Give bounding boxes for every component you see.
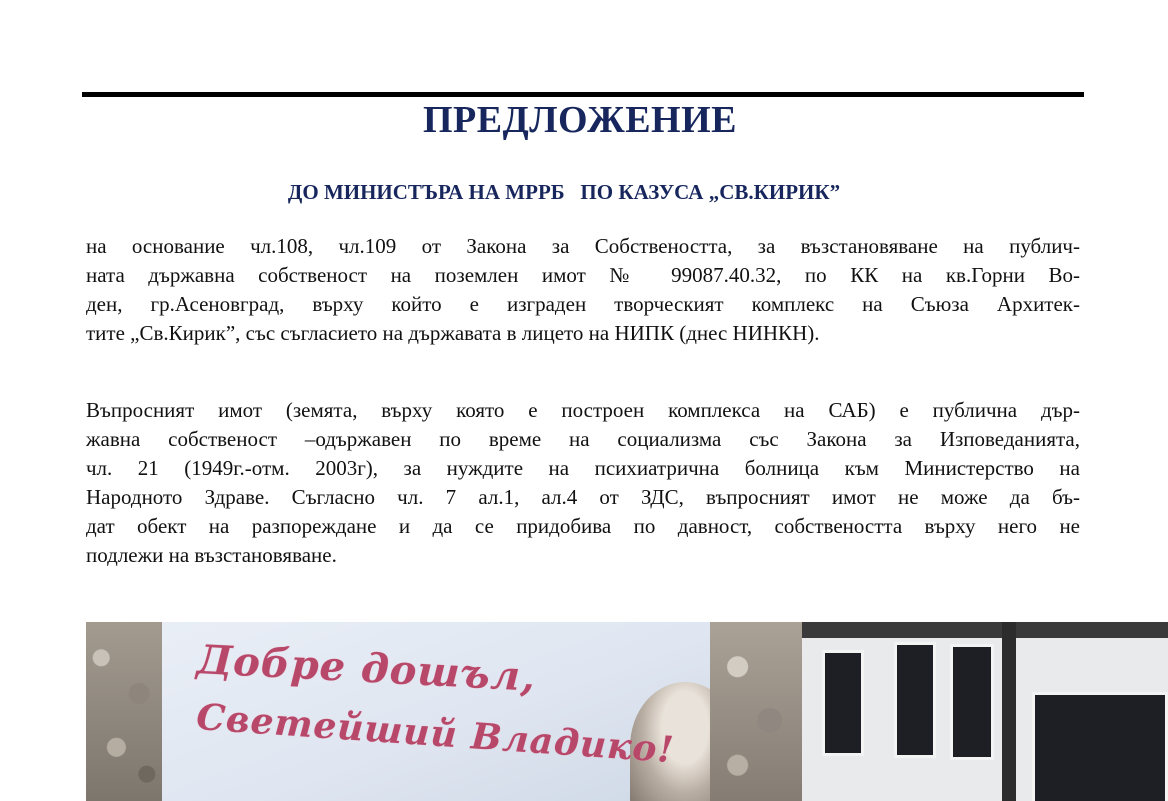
window (894, 642, 936, 758)
roof-eave (802, 622, 1168, 638)
house-facade (802, 622, 1168, 801)
paragraph-2 (86, 396, 1080, 570)
paragraph-line: на основание чл.108, чл.109 от Закона за Собствеността, за възстановяване на публич- (86, 234, 1080, 258)
paragraph-line: жавна собственост –одържавен по време на социализма със Закона за Изповеданията, (86, 427, 1080, 451)
paragraph-line: дат обект на разпореждане и да се придобива по давност, собствеността върху него не (86, 514, 1080, 538)
wooden-beam (1002, 622, 1016, 801)
paragraph-line: ната държавна собственост на поземлен имот № 99087.40.32, по КК на кв.Горни Во- (86, 263, 1080, 287)
window (950, 644, 994, 760)
document-subtitle: ДО МИНИСТЪРА НА МРРБ ПО КАЗУСА „СВ.КИРИК” (287, 180, 841, 204)
top-rule (82, 92, 1084, 97)
welcome-banner-photo (86, 622, 1168, 801)
paragraph-line: тите „Св.Кирик”, със съгласието на държавата в лицето на НИПК (днес НИНКН). (86, 321, 820, 345)
paragraph-1 (86, 232, 1080, 348)
document-title: ПРЕДЛОЖЕНИЕ (422, 99, 738, 141)
window (822, 650, 864, 756)
paragraph-line: подлежи на възстановяване. (86, 543, 337, 567)
stone-pillar (710, 622, 802, 801)
paragraph-line: Народното Здраве. Съгласно чл. 7 ал.1, ал.4 от ЗДС, въпросният имот не може да бъ- (86, 485, 1080, 509)
stone-wall (86, 622, 162, 801)
paragraph-line: чл. 21 (1949г.-отм. 2003г), за нуждите на психиатрична болница към Министерство на (86, 456, 1080, 480)
window (1032, 692, 1168, 801)
banner-text-line-2: Светейший Владико! (195, 696, 676, 772)
paragraph-line: Въпросният имот (земята, върху която е построен комплекса на САБ) е публична дър- (86, 398, 1080, 422)
paragraph-line: ден, гр.Асеновград, върху който е изграден творческият комплекс на Съюза Архитек- (86, 292, 1080, 316)
banner-text-line-1: Добре дошъл, (195, 636, 538, 701)
